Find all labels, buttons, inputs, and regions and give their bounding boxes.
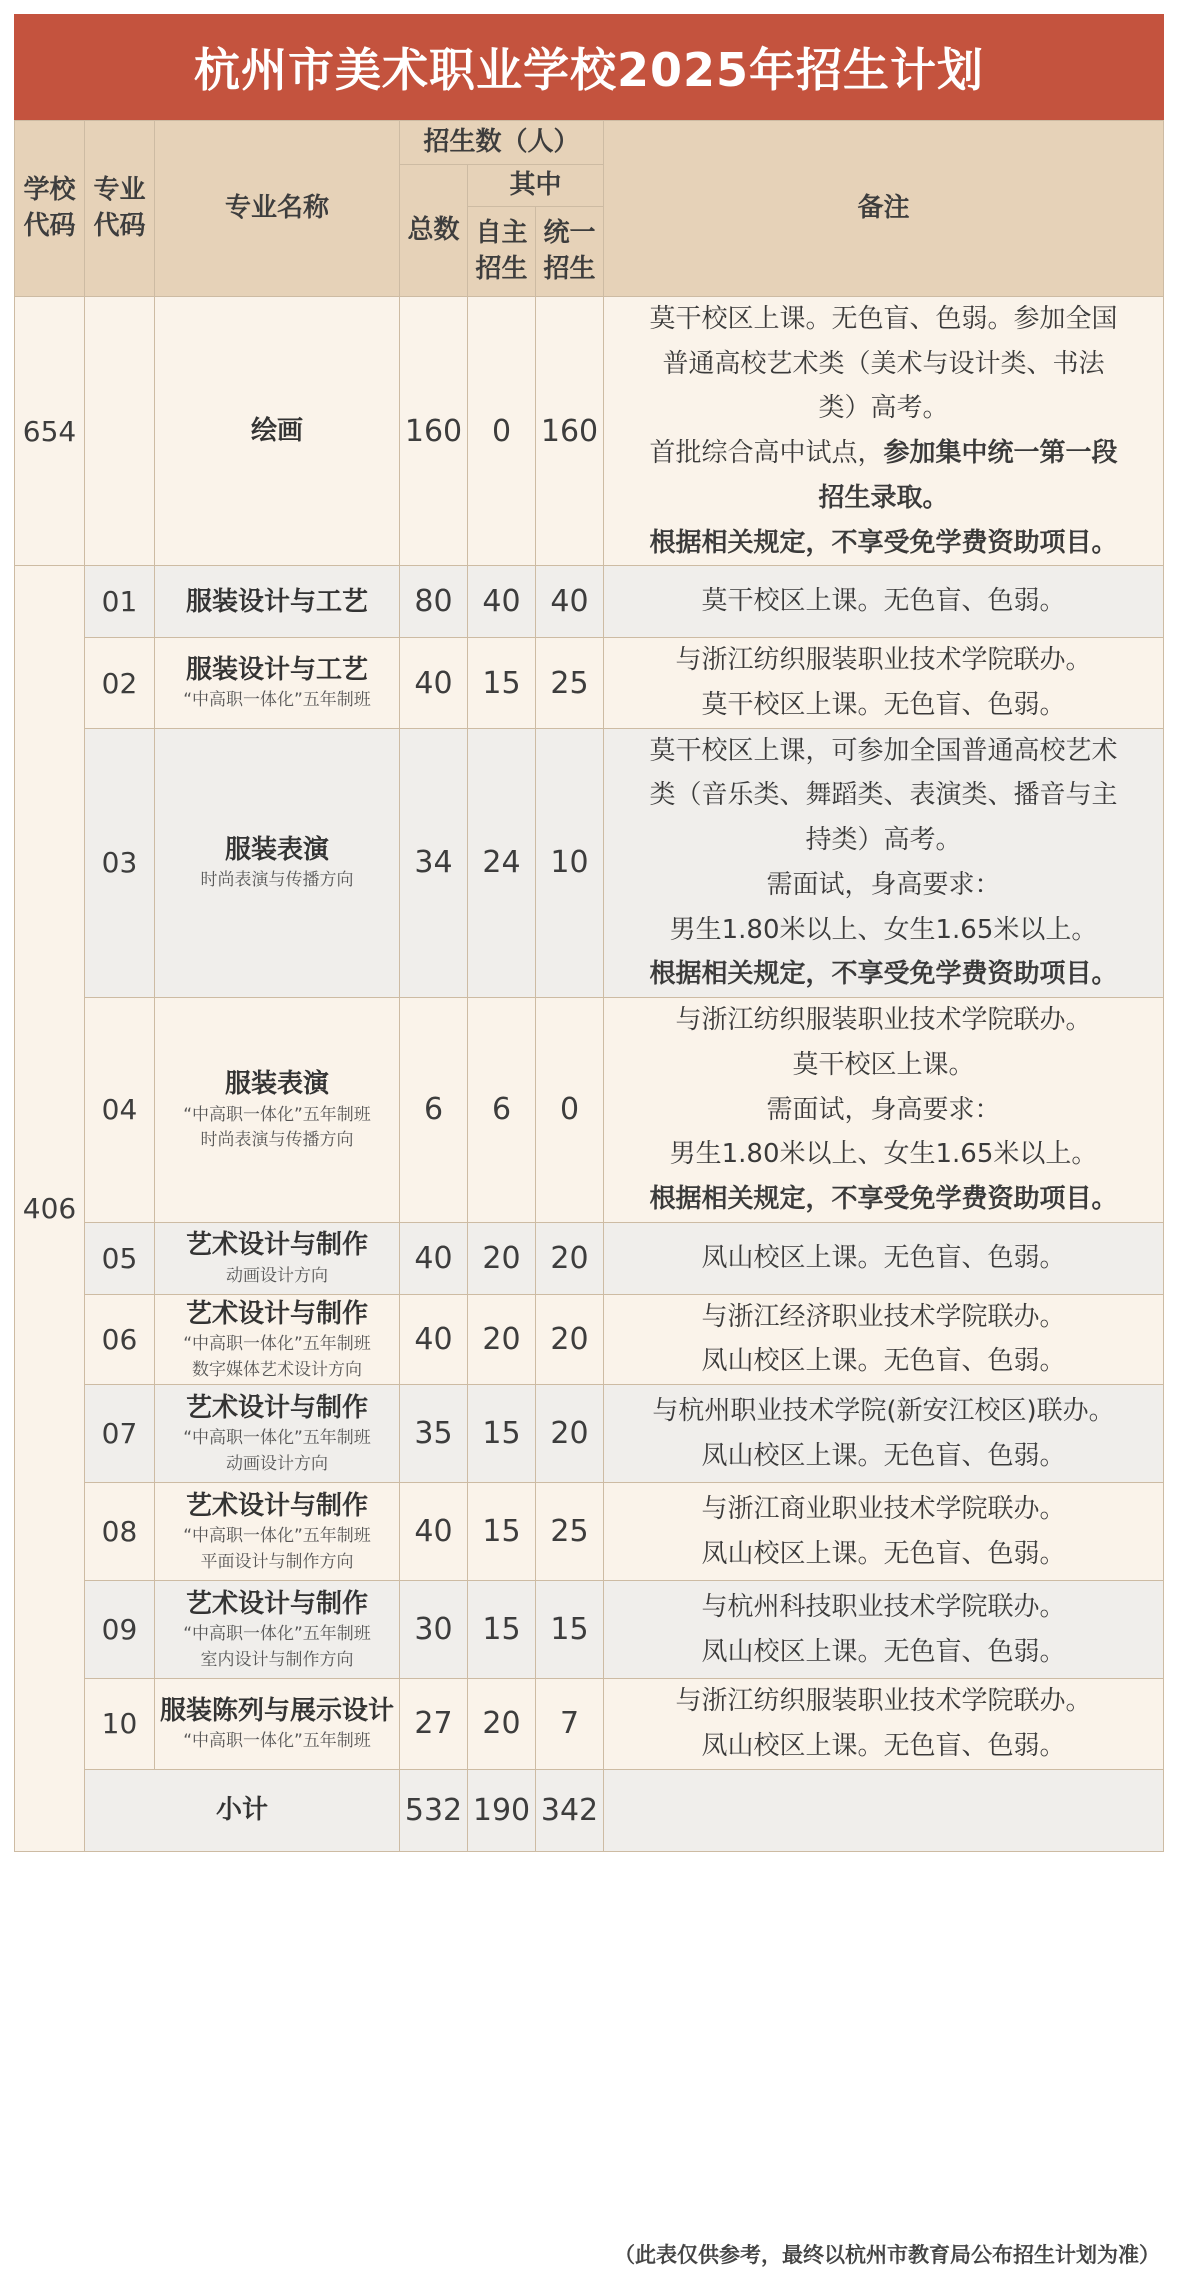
remark: 与浙江经济职业技术学院联办。 凤山校区上课。无色盲、色弱。 bbox=[604, 1294, 1164, 1384]
unified-count: 40 bbox=[536, 566, 604, 638]
major-sub-name: “中高职一体化”五年制班 bbox=[183, 1334, 371, 1355]
header-total: 总数 bbox=[400, 165, 468, 297]
self-count: 15 bbox=[468, 1483, 536, 1581]
footnote: （此表仅供参考，最终以杭州市教育局公布招生计划为准） bbox=[614, 2243, 1160, 2267]
remark: 与浙江纺织服装职业技术学院联办。 莫干校区上课。 需面试，身高要求： 男生1.80米以上、女生1.65米以上。 根据相关规定，不享受免学费资助项目。 bbox=[604, 998, 1164, 1223]
major-name: 服装设计与工艺 “中高职一体化”五年制班 bbox=[155, 638, 400, 728]
total-count: 35 bbox=[400, 1385, 468, 1483]
table-row bbox=[15, 1294, 1164, 1384]
major-name: 艺术设计与制作 “中高职一体化”五年制班 平面设计与制作方向 bbox=[155, 1483, 400, 1581]
major-name: 服装陈列与展示设计 “中高职一体化”五年制班 bbox=[155, 1679, 400, 1769]
header-major-name: 专业名称 bbox=[155, 121, 400, 297]
total-count: 27 bbox=[400, 1679, 468, 1769]
table-row bbox=[15, 1679, 1164, 1769]
major-sub-name: 时尚表演与传播方向 bbox=[200, 1130, 354, 1151]
self-count: 15 bbox=[468, 638, 536, 728]
major-name: 艺术设计与制作 动画设计方向 bbox=[155, 1222, 400, 1294]
table-row bbox=[15, 566, 1164, 638]
table-row bbox=[15, 1385, 1164, 1483]
unified-count: 10 bbox=[536, 728, 604, 997]
major-code: 09 bbox=[85, 1581, 155, 1679]
table-row bbox=[15, 1483, 1164, 1581]
major-code: 08 bbox=[85, 1483, 155, 1581]
header-unified-enroll: 统一 招生 bbox=[536, 207, 604, 297]
major-name: 绘画 bbox=[155, 297, 400, 566]
total-count: 40 bbox=[400, 638, 468, 728]
subtotal-label: 小计 bbox=[85, 1769, 400, 1851]
subtotal-total: 532 bbox=[400, 1769, 468, 1851]
self-count: 24 bbox=[468, 728, 536, 997]
total-count: 40 bbox=[400, 1294, 468, 1384]
table-row bbox=[15, 728, 1164, 997]
table-row bbox=[15, 1581, 1164, 1679]
major-name: 艺术设计与制作 “中高职一体化”五年制班 数字媒体艺术设计方向 bbox=[155, 1294, 400, 1384]
major-name: 艺术设计与制作 “中高职一体化”五年制班 室内设计与制作方向 bbox=[155, 1581, 400, 1679]
major-code: 02 bbox=[85, 638, 155, 728]
table-body bbox=[15, 297, 1164, 1852]
table-row bbox=[15, 998, 1164, 1223]
remark: 与浙江商业职业技术学院联办。 凤山校区上课。无色盲、色弱。 bbox=[604, 1483, 1164, 1581]
header-enroll-count: 招生数（人） bbox=[400, 121, 604, 165]
remark: 凤山校区上课。无色盲、色弱。 bbox=[604, 1222, 1164, 1294]
enrollment-plan-table bbox=[14, 120, 1164, 1852]
total-count: 6 bbox=[400, 998, 468, 1223]
table-row bbox=[15, 638, 1164, 728]
total-count: 80 bbox=[400, 566, 468, 638]
page-title: 杭州市美术职业学校2025年招生计划 bbox=[14, 14, 1164, 120]
header-among: 其中 bbox=[468, 165, 604, 207]
major-sub-name: “中高职一体化”五年制班 bbox=[183, 1624, 371, 1645]
remark: 莫干校区上课。无色盲、色弱。参加全国 普通高校艺术类（美术与设计类、书法 类）高考。 首批综合高中试点，参加集中统一第一段 招生录取。 根据相关规定，不享受免学费资助项目。 bbox=[604, 297, 1164, 566]
major-code: 07 bbox=[85, 1385, 155, 1483]
subtotal-self: 190 bbox=[468, 1769, 536, 1851]
remark: 莫干校区上课。无色盲、色弱。 bbox=[604, 566, 1164, 638]
self-count: 20 bbox=[468, 1679, 536, 1769]
self-count: 20 bbox=[468, 1222, 536, 1294]
major-sub-name: 时尚表演与传播方向 bbox=[200, 870, 354, 891]
subtotal-remark bbox=[604, 1769, 1164, 1851]
major-sub-name: “中高职一体化”五年制班 bbox=[183, 1104, 371, 1125]
unified-count: 25 bbox=[536, 1483, 604, 1581]
self-count: 15 bbox=[468, 1385, 536, 1483]
major-name: 艺术设计与制作 “中高职一体化”五年制班 动画设计方向 bbox=[155, 1385, 400, 1483]
school-code: 406 bbox=[15, 566, 85, 1851]
major-name: 服装表演 时尚表演与传播方向 bbox=[155, 728, 400, 997]
header-self-enroll: 自主 招生 bbox=[468, 207, 536, 297]
total-count: 34 bbox=[400, 728, 468, 997]
table-row bbox=[15, 1222, 1164, 1294]
total-count: 40 bbox=[400, 1222, 468, 1294]
major-name: 服装设计与工艺 bbox=[155, 566, 400, 638]
major-sub-name: “中高职一体化”五年制班 bbox=[183, 1526, 371, 1547]
unified-count: 20 bbox=[536, 1222, 604, 1294]
unified-count: 7 bbox=[536, 1679, 604, 1769]
total-count: 30 bbox=[400, 1581, 468, 1679]
unified-count: 20 bbox=[536, 1385, 604, 1483]
major-sub-name: “中高职一体化”五年制班 bbox=[183, 1428, 371, 1449]
remark: 莫干校区上课，可参加全国普通高校艺术 类（音乐类、舞蹈类、表演类、播音与主 持类）高考。 需面试，身高要求： 男生1.80米以上、女生1.65米以上。 根据相关规定，不享受免学费资助项目。 bbox=[604, 728, 1164, 997]
header-remark: 备注 bbox=[604, 121, 1164, 297]
subtotal-unified: 342 bbox=[536, 1769, 604, 1851]
total-count: 160 bbox=[400, 297, 468, 566]
self-count: 6 bbox=[468, 998, 536, 1223]
major-code: 03 bbox=[85, 728, 155, 997]
major-sub-name: 平面设计与制作方向 bbox=[200, 1551, 354, 1572]
remark: 与杭州科技职业技术学院联办。 凤山校区上课。无色盲、色弱。 bbox=[604, 1581, 1164, 1679]
unified-count: 25 bbox=[536, 638, 604, 728]
major-code: 10 bbox=[85, 1679, 155, 1769]
major-sub-name: “中高职一体化”五年制班 bbox=[183, 690, 371, 711]
major-code: 05 bbox=[85, 1222, 155, 1294]
remark: 与杭州职业技术学院(新安江校区)联办。 凤山校区上课。无色盲、色弱。 bbox=[604, 1385, 1164, 1483]
table-row bbox=[15, 297, 1164, 566]
header-school-code: 学校 代码 bbox=[15, 121, 85, 297]
major-code: 06 bbox=[85, 1294, 155, 1384]
unified-count: 160 bbox=[536, 297, 604, 566]
self-count: 0 bbox=[468, 297, 536, 566]
self-count: 20 bbox=[468, 1294, 536, 1384]
major-name: 服装表演 “中高职一体化”五年制班 时尚表演与传播方向 bbox=[155, 998, 400, 1223]
total-count: 40 bbox=[400, 1483, 468, 1581]
self-count: 15 bbox=[468, 1581, 536, 1679]
major-sub-name: 动画设计方向 bbox=[226, 1453, 328, 1474]
major-sub-name: “中高职一体化”五年制班 bbox=[183, 1731, 371, 1752]
major-sub-name: 数字媒体艺术设计方向 bbox=[192, 1359, 362, 1380]
major-sub-name: 室内设计与制作方向 bbox=[200, 1649, 354, 1670]
subtotal-row bbox=[15, 1769, 1164, 1851]
unified-count: 20 bbox=[536, 1294, 604, 1384]
self-count: 40 bbox=[468, 566, 536, 638]
major-code: 01 bbox=[85, 566, 155, 638]
major-code: 04 bbox=[85, 998, 155, 1223]
major-code bbox=[85, 297, 155, 566]
unified-count: 15 bbox=[536, 1581, 604, 1679]
unified-count: 0 bbox=[536, 998, 604, 1223]
remark: 与浙江纺织服装职业技术学院联办。 莫干校区上课。无色盲、色弱。 bbox=[604, 638, 1164, 728]
header-major-code: 专业 代码 bbox=[85, 121, 155, 297]
remark: 与浙江纺织服装职业技术学院联办。 凤山校区上课。无色盲、色弱。 bbox=[604, 1679, 1164, 1769]
major-sub-name: 动画设计方向 bbox=[226, 1265, 328, 1286]
school-code: 654 bbox=[15, 297, 85, 566]
